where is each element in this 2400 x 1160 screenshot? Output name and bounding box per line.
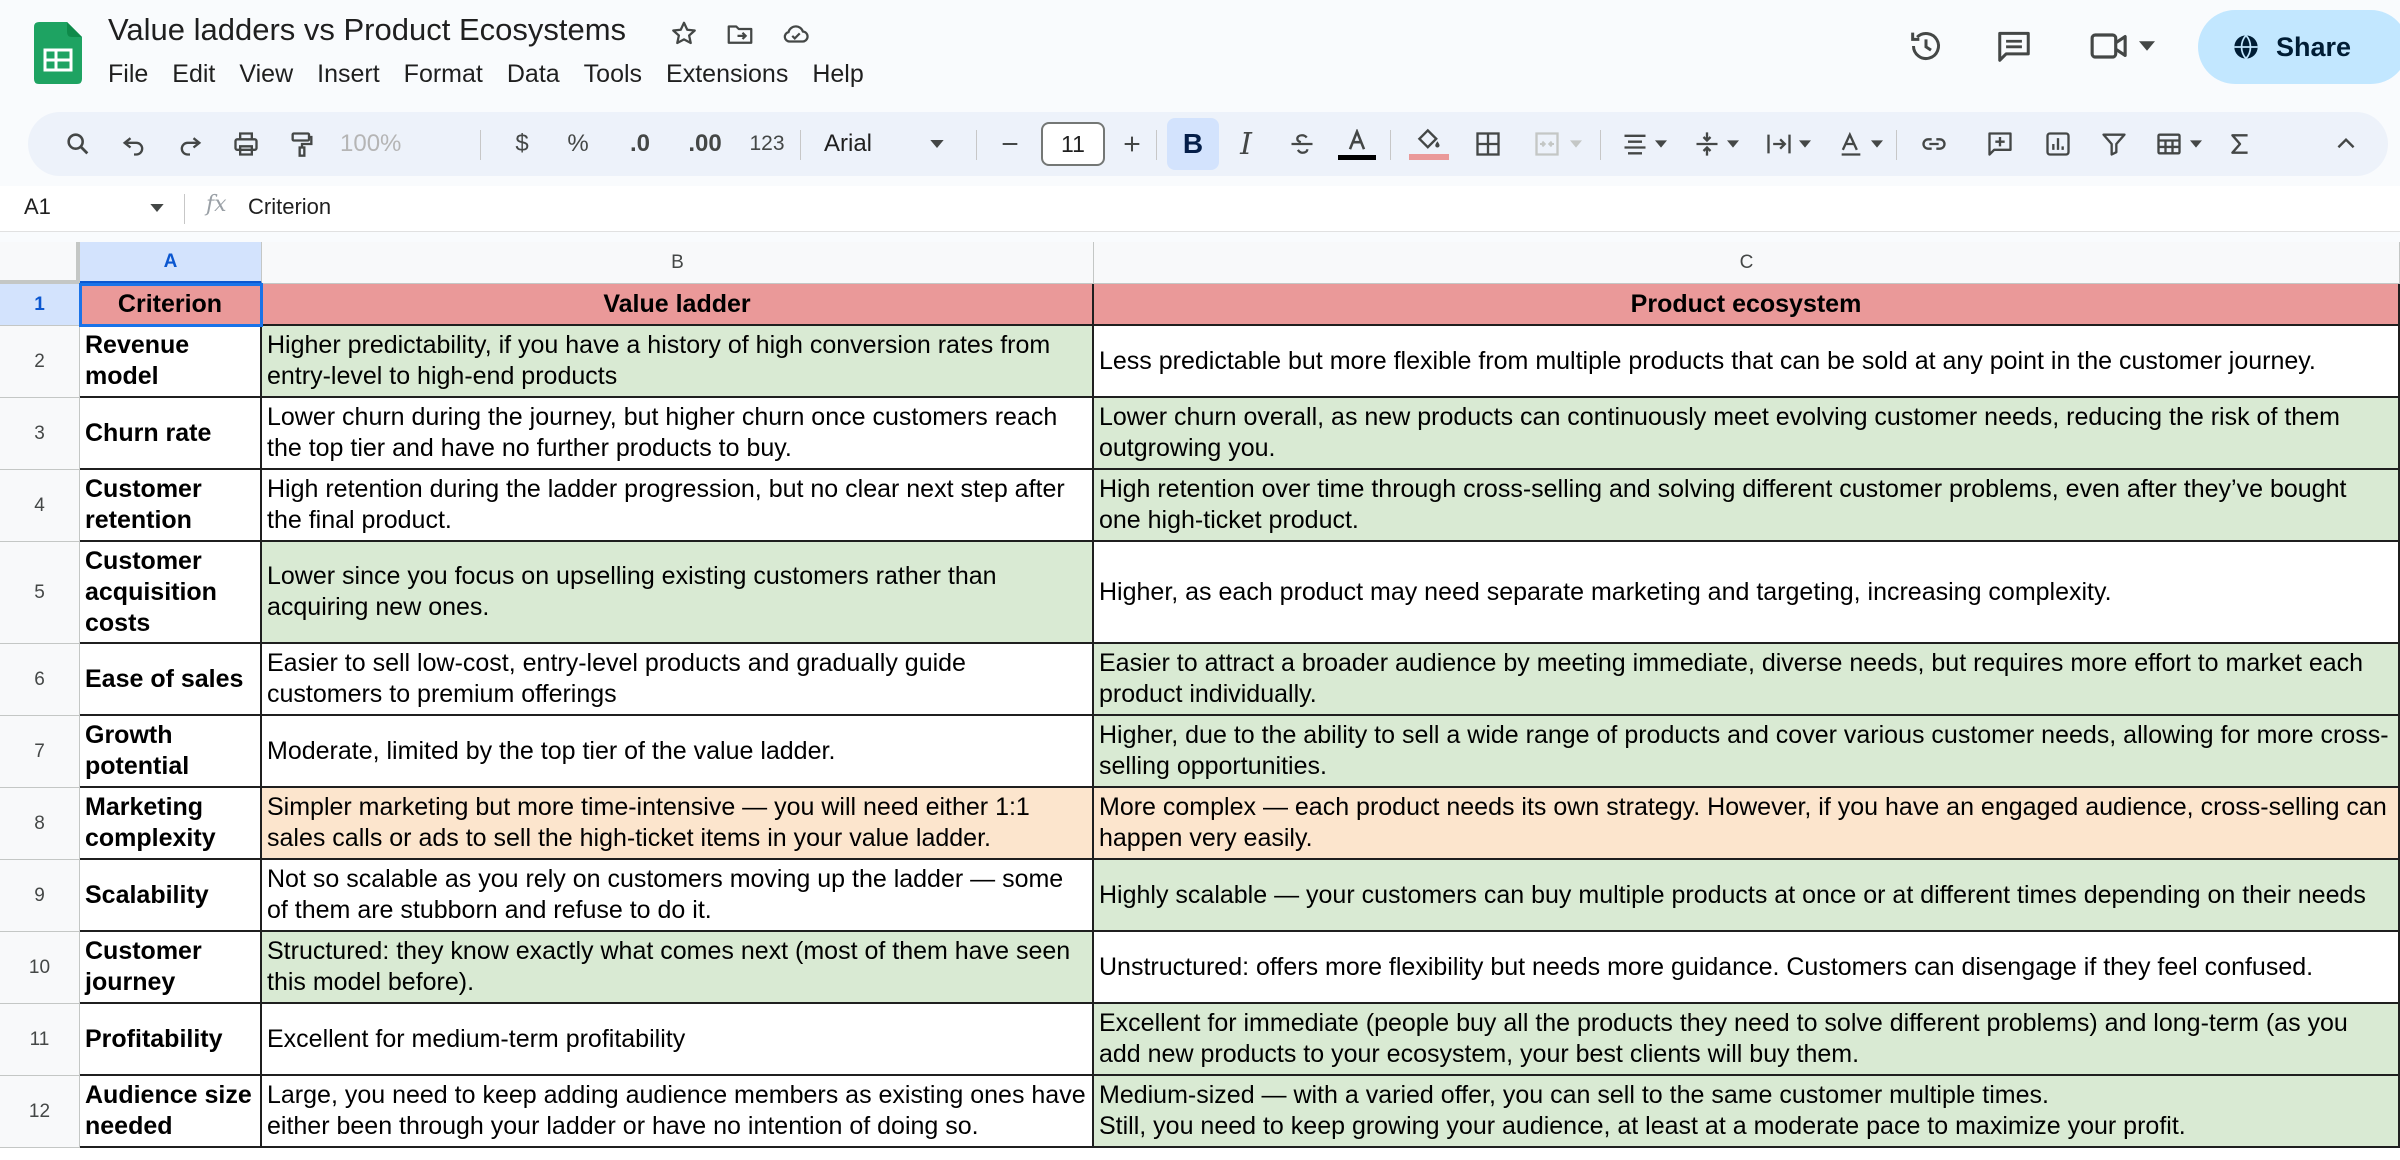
criterion-cell-text: Profitability — [85, 1024, 223, 1053]
value-ladder-cell[interactable] — [262, 398, 1094, 470]
criterion-cell[interactable] — [80, 788, 262, 860]
title-bar — [0, 0, 2400, 112]
product-ecosystem-cell[interactable] — [1094, 716, 2400, 788]
row-header-3[interactable]: 3 — [0, 398, 80, 470]
horizontal-align-icon[interactable] — [1614, 120, 1674, 168]
fx-icon: fx — [206, 192, 227, 217]
toolbar-divider — [976, 130, 977, 160]
italic-button[interactable] — [1224, 120, 1268, 168]
chevron-down-icon — [1871, 140, 1883, 148]
percent-format-button[interactable] — [558, 120, 598, 168]
table-view-icon[interactable] — [2148, 120, 2208, 168]
zoom-select[interactable] — [340, 120, 420, 168]
product-ecosystem-cell[interactable] — [1094, 1076, 2400, 1148]
formula-bar — [0, 186, 2400, 232]
name-box[interactable]: A1 — [24, 194, 51, 219]
font-family-value: Arial — [824, 130, 873, 157]
product-ecosystem-cell[interactable] — [1094, 932, 2400, 1004]
criterion-cell-text: Audience size needed — [85, 1081, 252, 1140]
chevron-down-icon — [1570, 140, 1582, 148]
column-header-b[interactable]: B — [262, 242, 1094, 284]
create-filter-icon[interactable] — [2092, 120, 2136, 168]
criterion-cell-text: Growth potential — [85, 721, 190, 780]
merge-cells-icon[interactable] — [1522, 120, 1592, 168]
column-header-c[interactable]: C — [1094, 242, 2400, 284]
insert-chart-icon[interactable] — [2036, 120, 2080, 168]
row-header-10[interactable]: 10 — [0, 932, 80, 1004]
menu-tools[interactable]: Tools — [583, 59, 643, 88]
chevron-down-icon — [1799, 140, 1811, 148]
spreadsheet-grid — [0, 242, 2400, 1160]
criterion-cell[interactable] — [80, 542, 262, 644]
row-header-8[interactable]: 8 — [0, 788, 80, 860]
product-ecosystem-cell-text: Excellent for immediate (people buy all the products they need to solve different problems) and long-term (as you add new products to your ecosystem, your best clients will buy them. — [1099, 1009, 2348, 1068]
chevron-down-icon — [1655, 140, 1667, 148]
criterion-cell-text: Scalability — [85, 880, 209, 909]
chevron-down-icon[interactable] — [150, 204, 164, 212]
more-formats-button[interactable] — [742, 120, 792, 168]
value-ladder-cell-text: Moderate, limited by the top tier of the value ladder. — [267, 736, 836, 765]
header-cell-a-text: Criterion — [117, 289, 223, 318]
criterion-cell[interactable] — [80, 1004, 262, 1076]
criterion-cell[interactable] — [80, 326, 262, 398]
row-header-6[interactable]: 6 — [0, 644, 80, 716]
criterion-cell[interactable] — [80, 398, 262, 470]
text-rotation-icon[interactable] — [1830, 120, 1890, 168]
functions-icon[interactable] — [2218, 120, 2262, 168]
chevron-down-icon — [1727, 140, 1739, 148]
menu-data[interactable]: Data — [506, 59, 560, 88]
value-ladder-cell[interactable] — [262, 788, 1094, 860]
product-ecosystem-cell-text: Highly scalable — your customers can buy multiple products at once or at different times depending on their needs — [1099, 880, 2366, 909]
currency-label: $ — [515, 130, 529, 157]
text-color-icon[interactable] — [1334, 120, 1380, 168]
value-ladder-cell-text: Easier to sell low-cost, entry-level products and gradually guide customers to premium offerings — [267, 649, 966, 708]
row-header-2[interactable]: 2 — [0, 326, 80, 398]
value-ladder-cell-text: Not so scalable as you rely on customers moving up the ladder — some of them are stubborn and refuse to do it. — [267, 865, 1064, 924]
currency-format-button[interactable] — [502, 120, 542, 168]
toolbar-divider — [1156, 130, 1157, 160]
product-ecosystem-cell-text: Medium-sized — with a varied offer, you can sell to the same customer multiple times. Still, you need to keep growing your audience, at least at a moderate pace to maximize your profit. — [1099, 1081, 2186, 1140]
version-history-icon[interactable] — [1900, 20, 1952, 72]
row-header-5[interactable]: 5 — [0, 542, 80, 644]
sheets-logo-icon[interactable] — [34, 22, 82, 84]
criterion-cell[interactable] — [80, 932, 262, 1004]
decrease-font-size-icon[interactable] — [988, 120, 1032, 168]
move-folder-icon[interactable] — [722, 16, 758, 52]
header-cell-b-text: Value ladder — [603, 289, 751, 318]
vertical-align-icon[interactable] — [1686, 120, 1746, 168]
row-header-4[interactable]: 4 — [0, 470, 80, 542]
paint-format-icon[interactable] — [280, 120, 324, 168]
font-size-input[interactable]: 11 — [1041, 122, 1105, 166]
formula-divider — [184, 194, 185, 224]
product-ecosystem-cell[interactable] — [1094, 860, 2400, 932]
criterion-cell[interactable] — [80, 470, 262, 542]
value-ladder-cell-text: Lower since you focus on upselling existing customers rather than acquiring new ones. — [267, 562, 997, 621]
value-ladder-cell-text: Large, you need to keep adding audience members as existing ones have either been through your ladder or have no intention of doing so. — [267, 1081, 1086, 1140]
fill-color-swatch — [1409, 154, 1449, 160]
criterion-cell[interactable] — [80, 1076, 262, 1148]
value-ladder-cell[interactable] — [262, 860, 1094, 932]
value-ladder-cell-text: Lower churn during the journey, but higher churn once customers reach the top tier and have no further products to buy. — [267, 403, 1058, 462]
value-ladder-cell[interactable] — [262, 1076, 1094, 1148]
toolbar-divider — [480, 130, 481, 160]
value-ladder-cell[interactable] — [262, 932, 1094, 1004]
menu-insert[interactable]: Insert — [317, 59, 380, 88]
header-cell-a[interactable] — [80, 284, 262, 326]
criterion-cell-text: Marketing complexity — [85, 793, 216, 852]
criterion-cell-text: Churn rate — [85, 418, 212, 447]
chevron-down-icon — [930, 140, 944, 148]
bold-button[interactable]: B — [1167, 118, 1219, 170]
product-ecosystem-cell-text: Less predictable but more flexible from multiple products that can be sold at any point in the customer journey. — [1099, 346, 2316, 375]
criterion-cell-text: Ease of sales — [85, 664, 244, 693]
product-ecosystem-cell-text: Higher, as each product may need separate marketing and targeting, increasing complexity. — [1099, 577, 2112, 606]
redo-icon[interactable] — [168, 120, 212, 168]
value-ladder-cell[interactable] — [262, 644, 1094, 716]
borders-icon[interactable] — [1466, 120, 1510, 168]
toolbar-divider — [1896, 130, 1897, 160]
header-cell-c-text: Product ecosystem — [1630, 289, 1862, 318]
formula-input[interactable]: Criterion — [248, 194, 332, 219]
undo-icon[interactable] — [112, 120, 156, 168]
italic-label: I — [1240, 126, 1252, 162]
product-ecosystem-cell[interactable] — [1094, 1004, 2400, 1076]
product-ecosystem-cell[interactable] — [1094, 326, 2400, 398]
increase-font-size-icon[interactable] — [1110, 120, 1154, 168]
document-title[interactable]: Value ladders vs Product Ecosystems — [108, 12, 627, 47]
toolbar-divider — [1600, 130, 1601, 160]
criterion-cell[interactable] — [80, 644, 262, 716]
criterion-cell[interactable] — [80, 860, 262, 932]
increase-decimal-label: .00 — [688, 130, 722, 157]
product-ecosystem-cell[interactable] — [1094, 542, 2400, 644]
criterion-cell-text: Customer acquisition costs — [85, 546, 217, 637]
value-ladder-cell[interactable] — [262, 1004, 1094, 1076]
insert-comment-icon[interactable] — [1978, 120, 2022, 168]
value-ladder-cell-text: High retention during the ladder progression, but no clear next step after the final product. — [267, 475, 1065, 534]
product-ecosystem-cell-text: Lower churn overall, as new products can continuously meet evolving customer needs, reducing the risk of them outgrowing you. — [1099, 403, 2340, 462]
toolbar-divider — [1390, 130, 1391, 160]
print-icon[interactable] — [224, 120, 268, 168]
cloud-status-icon[interactable] — [778, 16, 814, 52]
font-family-select[interactable] — [798, 120, 968, 168]
value-ladder-cell-text: Higher predictability, if you have a history of high conversion rates from entry-level to high-end products — [267, 331, 1051, 390]
decrease-decimal-label: .0 — [629, 130, 650, 157]
percent-label: % — [567, 130, 589, 157]
menu-format[interactable]: Format — [403, 59, 483, 88]
decrease-decimal-button[interactable] — [618, 120, 662, 168]
header-cell-b[interactable] — [262, 284, 1094, 326]
meet-call-icon[interactable] — [2082, 20, 2162, 72]
menu-view[interactable]: View — [239, 59, 294, 88]
product-ecosystem-cell[interactable] — [1094, 470, 2400, 542]
fill-color-icon[interactable] — [1406, 120, 1452, 168]
select-all-corner[interactable] — [0, 242, 80, 284]
text-color-swatch — [1338, 155, 1376, 160]
menu-edit[interactable]: Edit — [172, 59, 216, 88]
globe-icon — [2232, 33, 2260, 61]
chevron-down-icon — [2190, 140, 2202, 148]
value-ladder-cell[interactable] — [262, 326, 1094, 398]
product-ecosystem-cell-text: Easier to attract a broader audience by meeting immediate, diverse needs, but requires more effort to market each product individually. — [1099, 649, 2364, 708]
value-ladder-cell[interactable] — [262, 542, 1094, 644]
row-header-12[interactable]: 12 — [0, 1076, 80, 1148]
row-header-7[interactable]: 7 — [0, 716, 80, 788]
share-button[interactable] — [2198, 10, 2400, 84]
criterion-cell-text: Customer journey — [85, 937, 202, 996]
row-header-11[interactable]: 11 — [0, 1004, 80, 1076]
menu-bar — [96, 56, 876, 92]
menu-file[interactable]: File — [108, 59, 149, 88]
strikethrough-icon[interactable] — [1280, 120, 1324, 168]
criterion-cell-text: Customer retention — [85, 475, 202, 534]
product-ecosystem-cell[interactable] — [1094, 644, 2400, 716]
value-ladder-cell[interactable] — [262, 716, 1094, 788]
value-ladder-cell[interactable] — [262, 470, 1094, 542]
text-wrapping-icon[interactable] — [1758, 120, 1818, 168]
increase-decimal-button[interactable] — [678, 120, 732, 168]
star-icon[interactable] — [666, 16, 702, 52]
menu-extensions[interactable]: Extensions — [666, 59, 789, 88]
header-cell-c[interactable] — [1094, 284, 2400, 326]
collapse-toolbar-icon[interactable] — [2324, 120, 2368, 168]
value-ladder-cell-text: Excellent for medium-term profitability — [267, 1024, 686, 1053]
criterion-cell[interactable] — [80, 716, 262, 788]
search-menus-icon[interactable] — [56, 120, 100, 168]
product-ecosystem-cell[interactable] — [1094, 398, 2400, 470]
comments-icon[interactable] — [1988, 20, 2040, 72]
row-header-9[interactable]: 9 — [0, 860, 80, 932]
zoom-value: 100% — [340, 130, 402, 157]
product-ecosystem-cell-text: High retention over time through cross-selling and solving different customer problems, even after they’ve bought one high-ticket product. — [1099, 475, 2347, 534]
product-ecosystem-cell-text: Unstructured: offers more flexibility but needs more guidance. Customers can disengage if they feel confused. — [1099, 952, 2314, 981]
row-header-1[interactable]: 1 — [0, 284, 80, 326]
menu-help[interactable]: Help — [812, 59, 864, 88]
share-label: Share — [2276, 31, 2352, 62]
value-ladder-cell-text: Structured: they know exactly what comes next (most of them have seen this model before). — [267, 937, 1071, 996]
product-ecosystem-cell-text: Higher, due to the ability to sell a wide range of products and cover various customer needs, allowing for more cross-selling opportunities. — [1099, 721, 2389, 780]
product-ecosystem-cell[interactable] — [1094, 788, 2400, 860]
more-formats-label: 123 — [749, 132, 785, 155]
criterion-cell-text: Revenue model — [85, 331, 190, 390]
insert-link-icon[interactable] — [1912, 120, 1956, 168]
toolbar — [28, 112, 2388, 176]
value-ladder-cell-text: Simpler marketing but more time-intensive — you will need either 1:1 sales calls or ads to sell the high-ticket items in your value ladder. — [267, 793, 1030, 852]
column-header-a[interactable]: A — [80, 242, 262, 284]
product-ecosystem-cell-text: More complex — each product needs its own strategy. However, if you have an engaged audience, cross-selling can happen very easily. — [1099, 793, 2387, 852]
